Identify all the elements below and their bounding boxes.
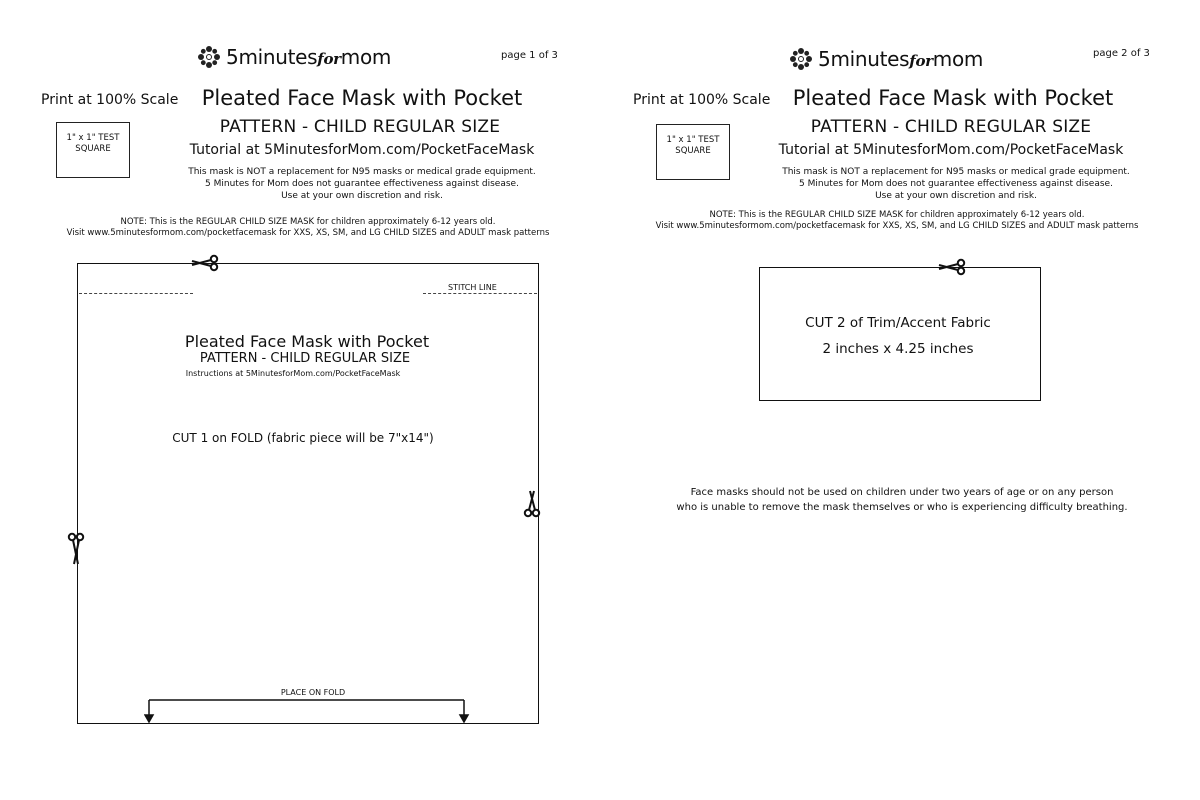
note-line: Visit www.5minutesformom.com/pocketfacemask for XXS, XS, SM, and LG CHILD SIZES and ADULT mask patterns xyxy=(655,221,1139,231)
note-line: Visit www.5minutesformom.com/pocketfacemask for XXS, XS, SM, and LG CHILD SIZES and ADULT mask patterns xyxy=(66,228,550,238)
test-square-line1: 1" x 1" TEST xyxy=(666,135,720,145)
note-line: NOTE: This is the REGULAR CHILD SIZE MASK for children approximately 6-12 years old. xyxy=(709,210,1085,220)
scissors-icon xyxy=(67,532,85,566)
disclaimer xyxy=(188,166,536,202)
disclaimer-line: 5 Minutes for Mom does not guarantee effectiveness against disease. xyxy=(799,179,1113,189)
accent-size-line: 2 inches x 4.25 inches xyxy=(822,341,974,357)
page-title: Pleated Face Mask with Pocket xyxy=(201,86,523,110)
flower-logo-icon xyxy=(196,44,222,70)
scissors-icon xyxy=(523,489,541,519)
test-square xyxy=(56,122,130,178)
scissors-icon xyxy=(190,254,220,272)
stitch-line-right xyxy=(423,293,537,294)
page-subtitle: PATTERN - CHILD REGULAR SIZE xyxy=(219,117,501,137)
stitch-line-label: STITCH LINE xyxy=(448,283,497,292)
pattern-title: Pleated Face Mask with Pocket xyxy=(184,332,430,351)
disclaimer-line: This mask is NOT a replacement for N95 masks or medical grade equipment. xyxy=(188,167,536,177)
tutorial-link-text: Tutorial at 5MinutesforMom.com/PocketFaceMask xyxy=(189,142,535,158)
size-note xyxy=(656,210,1139,232)
test-square-line1: 1" x 1" TEST xyxy=(66,133,120,143)
warning-line: who is unable to remove the mask themselves or who is experiencing difficulty breathing. xyxy=(676,502,1128,513)
size-note xyxy=(67,217,550,239)
note-line: NOTE: This is the REGULAR CHILD SIZE MASK for children approximately 6-12 years old. xyxy=(120,217,496,227)
arrow-down-icon xyxy=(145,715,153,722)
disclaimer-line: This mask is NOT a replacement for N95 masks or medical grade equipment. xyxy=(782,167,1130,177)
test-square-line2: SQUARE xyxy=(675,146,711,156)
page-number: page 1 of 3 xyxy=(501,50,558,61)
brand-name: 5minutesformom xyxy=(226,45,392,69)
accent-cut-line: CUT 2 of Trim/Accent Fabric xyxy=(805,315,991,331)
place-on-fold-marker xyxy=(144,698,470,724)
stitch-line-left xyxy=(79,293,193,294)
brand-name: 5minutesformom xyxy=(818,47,984,71)
brand-logo xyxy=(788,46,983,72)
test-square xyxy=(656,124,730,180)
pattern-page-2 xyxy=(592,0,1192,800)
page-title: Pleated Face Mask with Pocket xyxy=(792,86,1114,110)
page-number: page 2 of 3 xyxy=(1093,48,1150,59)
scissors-icon xyxy=(937,258,967,276)
warning-line: Face masks should not be used on children under two years of age or on any person xyxy=(690,487,1114,498)
pattern-instructions: Instructions at 5MinutesforMom.com/PocketFaceMask xyxy=(185,369,401,378)
disclaimer-line: 5 Minutes for Mom does not guarantee effectiveness against disease. xyxy=(205,179,519,189)
tutorial-link-text: Tutorial at 5MinutesforMom.com/PocketFaceMask xyxy=(778,142,1124,158)
accent-fabric-text xyxy=(805,310,991,362)
brand-logo xyxy=(196,44,391,70)
print-scale-label: Print at 100% Scale xyxy=(633,92,771,108)
disclaimer xyxy=(782,166,1130,202)
safety-warning xyxy=(676,485,1127,515)
pattern-subtitle: PATTERN - CHILD REGULAR SIZE xyxy=(199,351,411,366)
disclaimer-line: Use at your own discretion and risk. xyxy=(875,191,1037,201)
place-on-fold-label: PLACE ON FOLD xyxy=(280,688,346,697)
page-subtitle: PATTERN - CHILD REGULAR SIZE xyxy=(810,117,1092,137)
test-square-line2: SQUARE xyxy=(75,144,111,154)
arrow-down-icon xyxy=(460,715,468,722)
cut-instruction: CUT 1 on FOLD (fabric piece will be 7"x14") xyxy=(172,431,434,445)
disclaimer-line: Use at your own discretion and risk. xyxy=(281,191,443,201)
flower-logo-icon xyxy=(788,46,814,72)
print-scale-label: Print at 100% Scale xyxy=(41,92,179,108)
